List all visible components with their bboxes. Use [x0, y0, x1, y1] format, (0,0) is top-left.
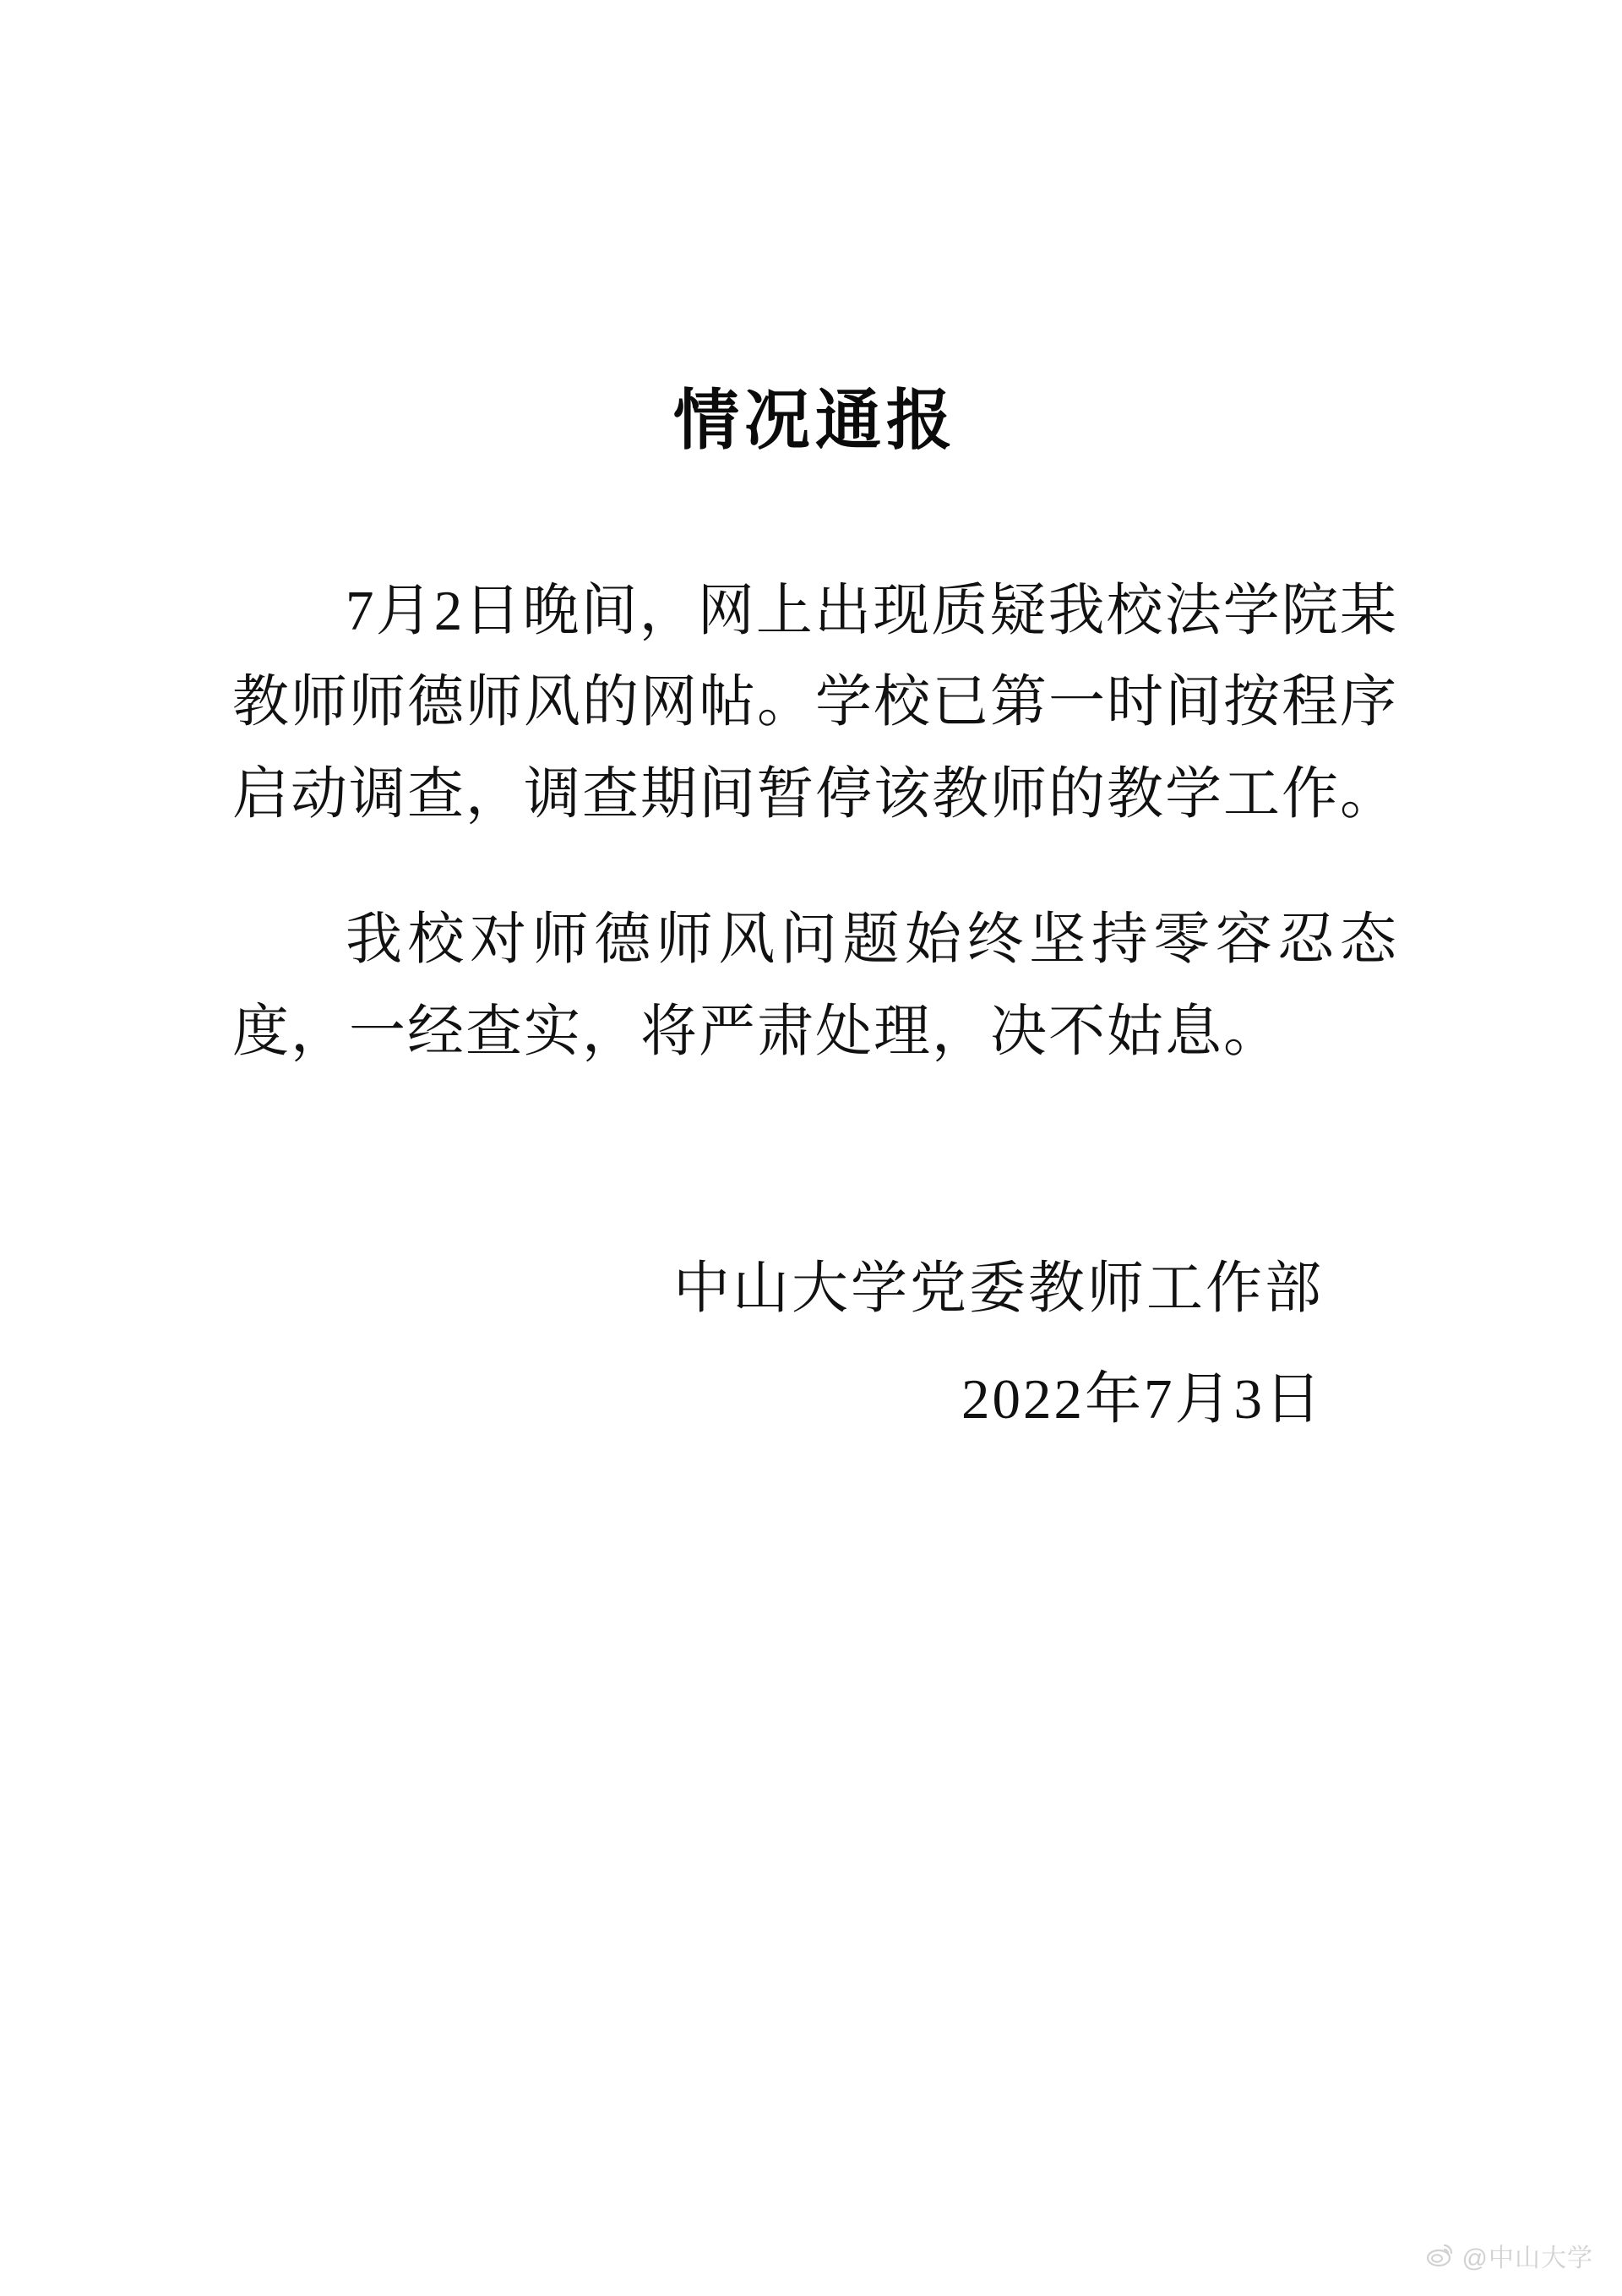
watermark — [1426, 2237, 1593, 2274]
document-body — [215, 0, 1415, 2296]
signature-block — [215, 1243, 1415, 1445]
signature-date: 2022年7月3日 — [961, 1367, 1324, 1431]
document-paragraphs — [215, 565, 1415, 1078]
paragraph-1: 7月2日晚间，网上出现质疑我校法学院某教师师德师风的网帖。学校已第一时间按程序启动调查，调查期间暂停该教师的教学工作。 — [232, 579, 1398, 826]
paragraph-2: 我校对师德师风问题始终坚持零容忍态度，一经查实，将严肃处理，决不姑息。 — [232, 908, 1398, 1063]
watermark-text: @中山大学 — [1461, 2244, 1593, 2272]
weibo-icon — [1426, 2241, 1455, 2270]
signature-issuer: 中山大学党委教师工作部 — [673, 1257, 1324, 1321]
page-title: 情况通报 — [672, 384, 957, 457]
